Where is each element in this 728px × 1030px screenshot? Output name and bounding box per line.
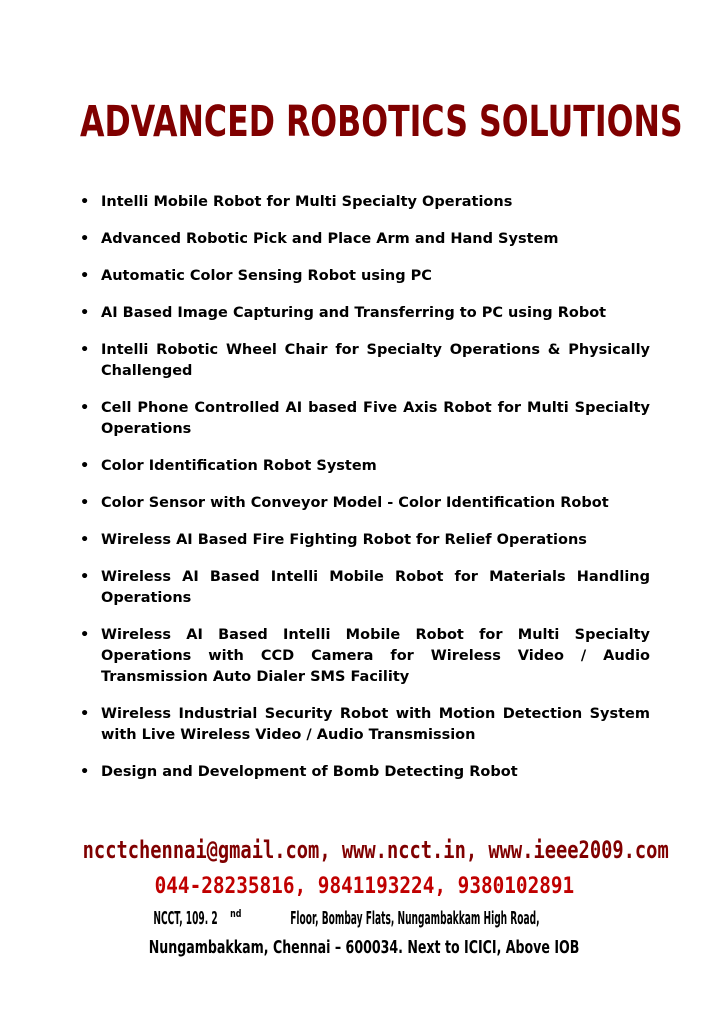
list-item-text: Color Sensor with Conveyor Model - Color Identification Robot <box>101 495 609 511</box>
bullet-icon: • <box>80 569 90 585</box>
address-line-1 <box>0 904 728 934</box>
project-list <box>80 192 650 799</box>
bullet-icon: • <box>80 764 90 780</box>
list-item-text: Wireless AI Based Intelli Mobile Robot for Multi Specialty Operations with CCD Camera for Wireless Video / Audio Transmission Auto Dialer SMS Facility <box>101 627 650 685</box>
list-item-text: Automatic Color Sensing Robot using PC <box>101 268 432 284</box>
list-item-text: Wireless AI Based Fire Fighting Robot for Relief Operations <box>101 532 587 548</box>
list-item <box>80 456 650 477</box>
list-item-text: Design and Development of Bomb Detecting Robot <box>101 764 518 780</box>
list-item <box>80 229 650 250</box>
address-prefix: NCCT, 109. 2 <box>153 909 218 929</box>
bullet-icon: • <box>80 231 90 247</box>
list-item <box>80 340 650 382</box>
address-superscript: nd <box>229 907 242 920</box>
bullet-icon: • <box>80 305 90 321</box>
list-item-text: Intelli Mobile Robot for Multi Specialty Operations <box>101 194 513 210</box>
list-item-text: AI Based Image Capturing and Transferring to PC using Robot <box>101 305 607 321</box>
bullet-icon: • <box>80 706 90 722</box>
list-item <box>80 567 650 609</box>
list-item-text: Color Identification Robot System <box>101 458 377 474</box>
list-item <box>80 192 650 213</box>
list-item <box>80 704 650 746</box>
contact-phones-text: 044-28235816, 9841193224, 9380102891 <box>154 874 574 899</box>
bullet-icon: • <box>80 400 90 416</box>
list-item-text: Wireless Industrial Security Robot with Motion Detection System with Live Wireless Video / Audio Transmission <box>101 706 650 743</box>
bullet-icon: • <box>80 532 90 548</box>
bullet-icon: • <box>80 342 90 358</box>
list-item <box>80 762 650 783</box>
list-item-text: Advanced Robotic Pick and Place Arm and Hand System <box>101 231 559 247</box>
list-item <box>80 530 650 551</box>
list-item <box>80 266 650 287</box>
contact-phones <box>0 870 728 904</box>
bullet-icon: • <box>80 495 90 511</box>
list-item <box>80 625 650 688</box>
address-suffix: Floor, Bombay Flats, Nungambakkam High Road, <box>289 909 539 929</box>
list-item-text: Wireless AI Based Intelli Mobile Robot for Materials Handling Operations <box>101 569 650 606</box>
contact-web-text: ncctchennai@gmail.com, www.ncct.in, www.ieee2009.com <box>82 836 669 864</box>
page-title: ADVANCED ROBOTICS SOLUTIONS <box>80 97 683 147</box>
bullet-icon: • <box>80 194 90 210</box>
bullet-icon: • <box>80 458 90 474</box>
list-item <box>80 303 650 324</box>
address-line-2-text: Nungambakkam, Chennai – 600034. Next to ICICI, Above IOB <box>148 938 580 958</box>
bullet-icon: • <box>80 268 90 284</box>
address-line-1-text <box>141 904 588 934</box>
contact-web <box>0 832 728 868</box>
list-item-text: Cell Phone Controlled AI based Five Axis Robot for Multi Specialty Operations <box>101 400 650 437</box>
list-item-text: Intelli Robotic Wheel Chair for Specialty Operations & Physically Challenged <box>101 342 650 379</box>
address-line-2 <box>0 933 728 963</box>
list-item <box>80 398 650 440</box>
bullet-icon: • <box>80 627 90 643</box>
list-item <box>80 493 650 514</box>
